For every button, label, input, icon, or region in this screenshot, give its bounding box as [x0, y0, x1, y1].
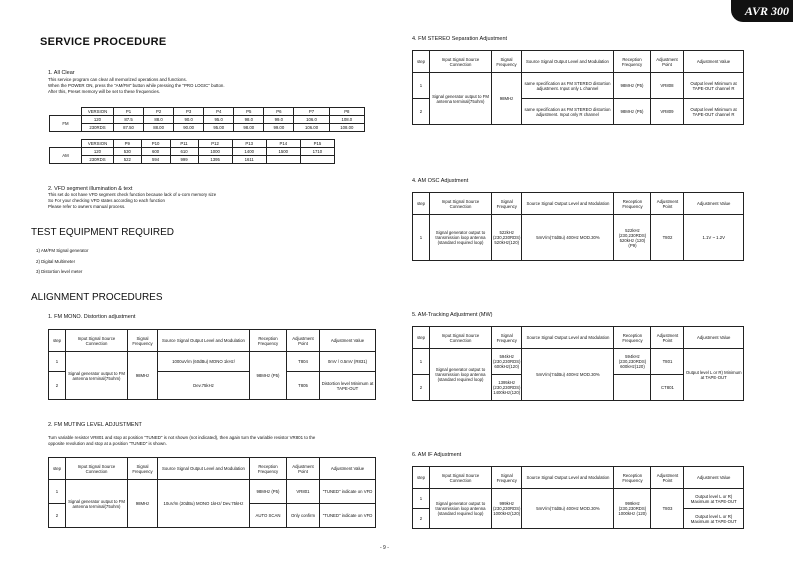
- reception-cell: AUTO SCAN: [250, 504, 287, 528]
- connection-cell: Signal generator output to transmission loop antenna (standard required loop): [430, 215, 492, 261]
- table-header: P12: [198, 140, 232, 148]
- column-header: Signal Frequency: [492, 51, 522, 73]
- value-cell: 1.1V ~ 1.2V: [684, 215, 744, 261]
- signal-frequency-cell: 1395kHz (230,230RDS) 1400kHz(120): [492, 375, 522, 401]
- signal-frequency-cell: 999kHz (230,230RDS) 1000kHz(120): [492, 489, 522, 529]
- fm-muting-table: [48, 457, 376, 528]
- table-cell: 1710: [300, 148, 334, 156]
- vfd-line: This set do not have VFD segment check function because lack of u-com memory size: [48, 192, 217, 197]
- am-osc-table: [412, 192, 744, 261]
- fm-muting-line: opposite revolution and stop at a position "TUNED" is shown.: [48, 441, 167, 446]
- value-cell: Output level L or R) Maximum at TAPE-OUT: [684, 489, 744, 509]
- table-cell: 95.00: [204, 124, 234, 132]
- page-title: SERVICE PROCEDURE: [40, 36, 167, 48]
- reception-cell: 98MHz (P5): [614, 99, 651, 125]
- table-cell: 90.0: [174, 116, 204, 124]
- reception-cell: 999kHz (230,230RDS) 1000kHz (120): [614, 489, 651, 529]
- value-cell: Distortion level Minimum at TAPE-OUT: [320, 372, 376, 400]
- table-cell: 120: [82, 148, 114, 156]
- table-header: P2: [144, 108, 174, 116]
- fm-preset-table: [49, 107, 365, 132]
- table-cell: 610: [170, 148, 198, 156]
- point-cell: Only confirm: [287, 504, 320, 528]
- all-clear-line: This service program can clear all memorized operations and functions.: [48, 77, 187, 82]
- table-header: P15: [300, 140, 334, 148]
- column-header: step: [49, 330, 66, 352]
- am-osc-heading: 4. AM OSC Adjustment: [412, 178, 469, 184]
- point-cell: VR809: [651, 99, 684, 125]
- column-header: Reception Frequency: [614, 51, 651, 73]
- am-if-heading: 6. AM IF Adjustment: [412, 452, 462, 458]
- column-header: Reception Frequency: [250, 330, 287, 352]
- connection-cell: Signal generator output to FM antenna terminal(75ohm): [430, 73, 492, 125]
- band-label: FM: [50, 116, 82, 132]
- column-header: Input Signal Source Connection: [430, 327, 492, 349]
- reception-cell: 522kHz (230,230RDS) 520kHz (120) (P9): [614, 215, 651, 261]
- test-equipment-title: TEST EQUIPMENT REQUIRED: [31, 227, 174, 238]
- table-cell: 1400: [232, 148, 266, 156]
- table-cell: 600: [141, 148, 170, 156]
- table-cell: [266, 156, 300, 164]
- table-header: P14: [266, 140, 300, 148]
- level-cell: same specification as FM STEREO distortion adjustment. Input only L channel: [522, 73, 614, 99]
- step-cell: 1: [49, 480, 66, 504]
- point-cell: T803: [651, 489, 684, 529]
- step-cell: 2: [49, 372, 66, 400]
- column-header: Source Signal Output Level and Modulation: [158, 458, 250, 480]
- table-cell: 230RDS: [82, 156, 114, 164]
- step-cell: 1: [413, 489, 430, 509]
- table-header: P6: [264, 108, 294, 116]
- column-header: Adjustment Point: [651, 193, 684, 215]
- fm-stereo-table: [412, 50, 744, 125]
- table-cell: 88.00: [144, 124, 174, 132]
- table-cell: 87.5: [114, 116, 144, 124]
- band-label: AM: [50, 148, 82, 164]
- point-cell: VR801: [287, 480, 320, 504]
- level-cell: 1000uV/m (60dBu) MONO 1kHz/: [158, 352, 250, 372]
- column-header: Source Signal Output Level and Modulation: [522, 327, 614, 349]
- connection-cell: Signal generator output to FM antenna terminal(75ohm): [66, 352, 128, 400]
- column-header: step: [413, 467, 430, 489]
- am-tracking-table: [412, 326, 744, 401]
- equipment-item: 3) Distortion level meter: [36, 269, 83, 274]
- signal-frequency-cell: 522kHz (230,230RDS) 520kHz(120): [492, 215, 522, 261]
- table-cell: 999: [170, 156, 198, 164]
- table-header: P10: [141, 140, 170, 148]
- step-cell: 1: [413, 73, 430, 99]
- column-header: Adjustment Point: [651, 51, 684, 73]
- point-cell: T802: [651, 215, 684, 261]
- step-cell: 2: [413, 375, 430, 401]
- connection-cell: Signal generator output to FM antenna terminal(75ohm): [66, 480, 128, 528]
- table-header: VERSION: [82, 108, 114, 116]
- table-header: P9: [114, 140, 142, 148]
- column-header: Signal Frequency: [128, 458, 158, 480]
- column-header: Input Signal Source Connection: [430, 467, 492, 489]
- column-header: Adjustment Value: [320, 330, 376, 352]
- level-cell: 5mV/m(74dBu) 400Hz MOD.30%: [522, 489, 614, 529]
- column-header: Source Signal Output Level and Modulation: [522, 51, 614, 73]
- step-cell: 2: [413, 99, 430, 125]
- page-number: - 9 -: [380, 545, 389, 551]
- table-cell: 1395: [198, 156, 232, 164]
- table-cell: 88.0: [144, 116, 174, 124]
- table-cell: 1000: [198, 148, 232, 156]
- column-header: Input Signal Source Connection: [430, 193, 492, 215]
- column-header: Adjustment Value: [684, 467, 744, 489]
- column-header: Adjustment Point: [287, 330, 320, 352]
- column-header: Adjustment Value: [320, 458, 376, 480]
- fm-mono-heading: 1. FM MONO. Distortion adjustment: [48, 314, 136, 320]
- column-header: Adjustment Point: [651, 327, 684, 349]
- reception-cell: 98MHz (P5): [250, 480, 287, 504]
- level-cell: 10uV/m (20dBu) MONO 1kHz/ Dev.75kHz: [158, 480, 250, 528]
- column-header: Signal Frequency: [128, 330, 158, 352]
- signal-frequency-cell: 98MHz: [128, 352, 158, 400]
- table-cell: 106.00: [294, 124, 329, 132]
- value-cell: "TUNED" indicate on VFD: [320, 504, 376, 528]
- table-header: P7: [294, 108, 329, 116]
- am-preset-table: [49, 139, 335, 164]
- table-header: P8: [329, 108, 364, 116]
- fm-mono-table: [48, 329, 376, 400]
- table-cell: 120: [82, 116, 114, 124]
- connection-cell: Signal generator output to transmission loop antenna (standard required loop): [430, 489, 492, 529]
- signal-frequency-cell: 98MHz: [128, 480, 158, 528]
- value-cell: "TUNED" indicate on VFD: [320, 480, 376, 504]
- column-header: Adjustment Value: [684, 193, 744, 215]
- column-header: Input Signal Source Connection: [66, 330, 128, 352]
- column-header: Source Signal Output Level and Modulation: [522, 193, 614, 215]
- column-header: Reception Frequency: [250, 458, 287, 480]
- point-cell: T804: [287, 352, 320, 372]
- value-cell: 0mV / 0.5mV (R831): [320, 352, 376, 372]
- fm-stereo-heading: 4. FM STEREO Separation Adjustment: [412, 36, 508, 42]
- reception-cell: 98MHz (P5): [614, 73, 651, 99]
- column-header: Source Signal Output Level and Modulation: [158, 330, 250, 352]
- table-header: P1: [114, 108, 144, 116]
- point-cell: VR808: [651, 73, 684, 99]
- level-cell: 5mV/m(74dBu) 400Hz MOD.30%: [522, 215, 614, 261]
- column-header: Input Signal Source Connection: [66, 458, 128, 480]
- equipment-item: 1) AM/FM Signal generator: [36, 248, 89, 253]
- table-header: P3: [174, 108, 204, 116]
- table-cell: 98.00: [234, 124, 264, 132]
- table-cell: 108.0: [329, 116, 364, 124]
- column-header: Source Signal Output Level and Modulation: [522, 467, 614, 489]
- signal-frequency-cell: 98MHz: [492, 73, 522, 125]
- table-cell: 87.50: [114, 124, 144, 132]
- model-badge: AVR 300: [731, 0, 793, 22]
- column-header: step: [413, 327, 430, 349]
- step-cell: 1: [413, 349, 430, 375]
- table-cell: [300, 156, 334, 164]
- point-cell: CT801: [651, 375, 684, 401]
- all-clear-heading: 1. All Clear: [48, 70, 75, 76]
- column-header: Signal Frequency: [492, 467, 522, 489]
- value-cell: Output level L or R) Maximum at TAPE-OUT: [684, 509, 744, 529]
- table-cell: 1611: [232, 156, 266, 164]
- table-header: P11: [170, 140, 198, 148]
- fm-muting-line: Turn variable resistor VR801 and stop at position "TUNED" is not shown (not indicated), then again turn the variable resistor VR801 to the: [48, 435, 316, 440]
- am-tracking-heading: 5. AM-Tracking Adjustment (MW): [412, 312, 493, 318]
- column-header: Reception Frequency: [614, 327, 651, 349]
- alignment-title: ALIGNMENT PROCEDURES: [31, 292, 163, 303]
- column-header: Reception Frequency: [614, 193, 651, 215]
- vfd-heading: 2. VFD segment illumination & text: [48, 186, 133, 192]
- table-cell: 594: [141, 156, 170, 164]
- point-cell: T801: [651, 349, 684, 375]
- table-cell: 99.0: [264, 116, 294, 124]
- column-header: Adjustment Point: [287, 458, 320, 480]
- signal-frequency-cell: 594kHz (230,230RDS) 600kHz(120): [492, 349, 522, 375]
- table-cell: 530: [114, 148, 142, 156]
- table-cell: 230RDS: [82, 124, 114, 132]
- table-cell: 1500: [266, 148, 300, 156]
- value-cell: Output level Minimum at TAPE-OUT channel R: [684, 73, 744, 99]
- table-cell: 522: [114, 156, 142, 164]
- reception-cell: [614, 375, 651, 401]
- column-header: Reception Frequency: [614, 467, 651, 489]
- column-header: Signal Frequency: [492, 327, 522, 349]
- column-header: Adjustment Value: [684, 51, 744, 73]
- table-cell: 106.0: [294, 116, 329, 124]
- table-cell: 98.0: [234, 116, 264, 124]
- table-header: VERSION: [82, 140, 114, 148]
- table-cell: 99.00: [264, 124, 294, 132]
- table-header: P13: [232, 140, 266, 148]
- step-cell: 1: [413, 215, 430, 261]
- column-header: step: [413, 51, 430, 73]
- table-cell: 95.0: [204, 116, 234, 124]
- column-header: step: [49, 458, 66, 480]
- equipment-item: 2) Digital Multimeter: [36, 259, 76, 264]
- column-header: Adjustment Value: [684, 327, 744, 349]
- all-clear-line: After this, Preset memory will be set to these frequencies.: [48, 89, 161, 94]
- step-cell: 2: [413, 509, 430, 529]
- fm-muting-heading: 2. FM MUTING LEVEL ADJUSTMENT: [48, 422, 142, 428]
- table-cell: 108.00: [329, 124, 364, 132]
- column-header: Signal Frequency: [492, 193, 522, 215]
- column-header: Adjustment Point: [651, 467, 684, 489]
- value-cell: Output level L or R) Minimum at TAPE-OUT: [684, 349, 744, 401]
- step-cell: 1: [49, 352, 66, 372]
- level-cell: 5mV/m(74dBu) 400Hz MOD.30%: [522, 349, 614, 401]
- vfd-line: Please refer to owners manual process.: [48, 204, 126, 209]
- all-clear-line: When the POWER ON, press the "AM/FM" button while pressing the "PRO LOGIC" button.: [48, 83, 225, 88]
- column-header: Input Signal Source Connection: [430, 51, 492, 73]
- value-cell: Output level Minimum at TAPE-OUT channel R: [684, 99, 744, 125]
- reception-cell: 98MHz (P5): [250, 352, 287, 400]
- step-cell: 2: [49, 504, 66, 528]
- reception-cell: 594kHz (230,230RDS) 600kHz(120): [614, 349, 651, 375]
- connection-cell: Signal generator output to transmission loop antenna (standard required loop): [430, 349, 492, 401]
- level-cell: same specification as FM STEREO distortion adjustment. Input only R channel: [522, 99, 614, 125]
- table-header: P4: [204, 108, 234, 116]
- table-header: P5: [234, 108, 264, 116]
- point-cell: T805: [287, 372, 320, 400]
- am-if-table: [412, 466, 744, 529]
- column-header: step: [413, 193, 430, 215]
- vfd-line: So For your checking VFD states according to each function: [48, 198, 165, 203]
- level-cell: Dev.75kHz: [158, 372, 250, 400]
- table-cell: 90.00: [174, 124, 204, 132]
